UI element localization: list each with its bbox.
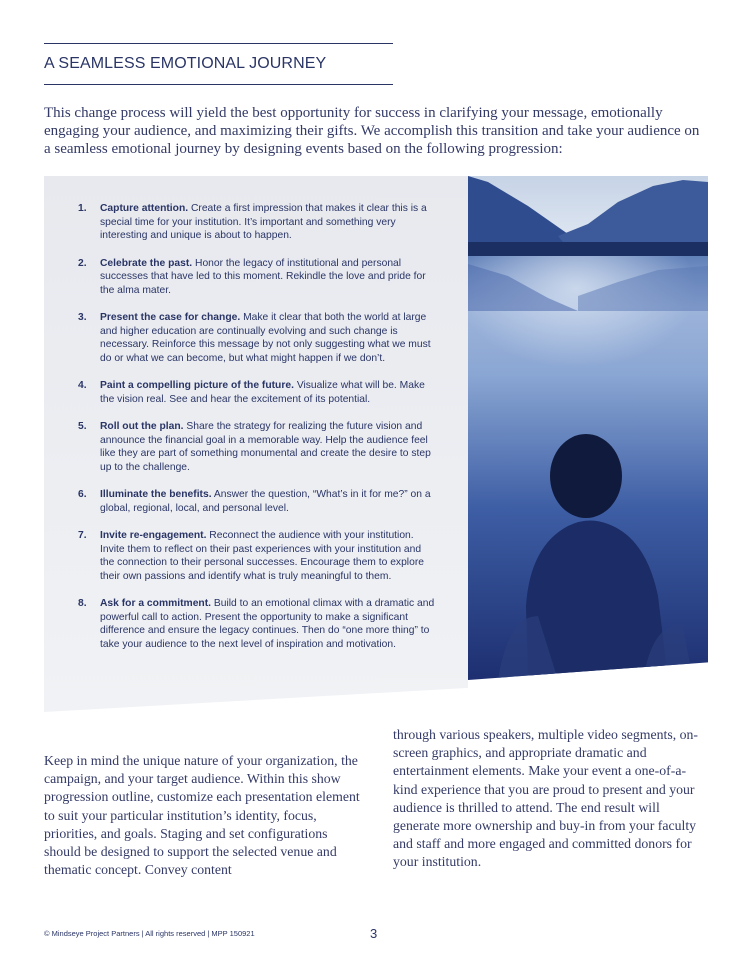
step-number: 4.: [78, 380, 87, 391]
step-number: 5.: [78, 421, 87, 432]
step-number: 7.: [78, 530, 87, 541]
section-heading: A SEAMLESS EMOTIONAL JOURNEY: [44, 55, 327, 72]
step-title: Present the case for change.: [100, 312, 241, 323]
intro-paragraph: This change process will yield the best opportunity for success in clarifying your message, emotionally engaging your audience, and maximizing their gifts. We accomplish this transition and take your audience on a seamless emotional journey by designing events based on the following progression:: [44, 105, 700, 157]
progression-list: [75, 202, 435, 651]
step-body: Reconnect the audience with your institution. Invite them to reflect on their past experiences with your institution and the connection to their personal successes. Encourage them to explore their own passions and identify what is truly meaningful to them.: [100, 530, 424, 582]
lake-illustration: [468, 176, 708, 680]
step-title: Celebrate the past.: [100, 257, 193, 269]
step-number: 6.: [78, 489, 87, 500]
step-title: Roll out the plan.: [100, 421, 184, 432]
step-number: 1.: [78, 203, 87, 214]
step-body: Answer the question, “What’s in it for me?” on a global, regional, local, and personal level.: [100, 489, 431, 514]
footer-copyright: © Mindseye Project Partners | All rights reserved | MPP 150921: [44, 929, 255, 938]
step-number: 8.: [78, 598, 87, 609]
step-body: Honor the legacy of institutional and personal successes that have led to this moment. Rekindle the love and pride for the alma mater.: [100, 257, 426, 296]
body-column-right: through various speakers, multiple video segments, on-screen graphics, and appropriate dramatic and entertainment elements. Make your event a one-of-a-kind experience that you are proud to present and your audience is thrilled to attend. The end result will generate more ownership and buy-in from your faculty and staff and more engaged and committed donors for your institution.: [393, 727, 699, 870]
step-body: Build to an emotional climax with a dramatic and powerful call to action. Present the opportunity to make a significant difference and ensure the legacy continues. Then do “one more thing” to take your audience to the next level of inspiration and motivation.: [100, 598, 435, 650]
step-body: Share the strategy for realizing the future vision and announce the financial goal in a memorable way. Help the audience feel like they are part of something monumental and create the desire to step up to the challenge.: [100, 421, 431, 473]
step-item: [75, 311, 435, 365]
step-number: 3.: [78, 312, 87, 323]
lake-photo: [468, 176, 708, 680]
body-column-left: Keep in mind the unique nature of your organization, the campaign, and your target audience. Within this show progression outline, customize each presentation element to suit your particular institution’s identity, focus, priorities, and goals. Staging and set configurations should be designed to support the selected venue and thematic concept. Convey content: [44, 753, 360, 878]
page-number: 3: [370, 926, 378, 941]
person-head: [550, 434, 622, 518]
step-item: [75, 257, 435, 298]
step-item: [75, 529, 435, 583]
step-title: Illuminate the benefits.: [100, 489, 212, 500]
step-title: Capture attention.: [100, 203, 189, 214]
step-item: [75, 379, 435, 406]
heading-rule-bottom: [44, 84, 393, 85]
shoreline: [468, 242, 708, 256]
heading-rule-top: [44, 43, 393, 44]
step-title: Ask for a commitment.: [100, 598, 212, 609]
step-number: 2.: [78, 257, 87, 269]
step-item: [75, 202, 435, 243]
step-body: Visualize what will be. Make the vision real. See and hear the excitement of its potential.: [100, 380, 425, 405]
step-body: Create a first impression that makes it clear this is a special time for your institution. It’s important and something very interesting and unique is about to happen.: [100, 203, 427, 241]
step-item: [75, 488, 435, 515]
step-title: Paint a compelling picture of the future.: [100, 380, 294, 391]
step-title: Invite re-engagement.: [100, 530, 207, 541]
step-body: Make it clear that both the world at large and higher education are continually evolving and such change is necessary. Reinforce this message by not only suggesting what we must do or what we can become, but what might happen if we don’t.: [100, 312, 431, 364]
step-item: [75, 420, 435, 474]
step-item: [75, 597, 435, 651]
